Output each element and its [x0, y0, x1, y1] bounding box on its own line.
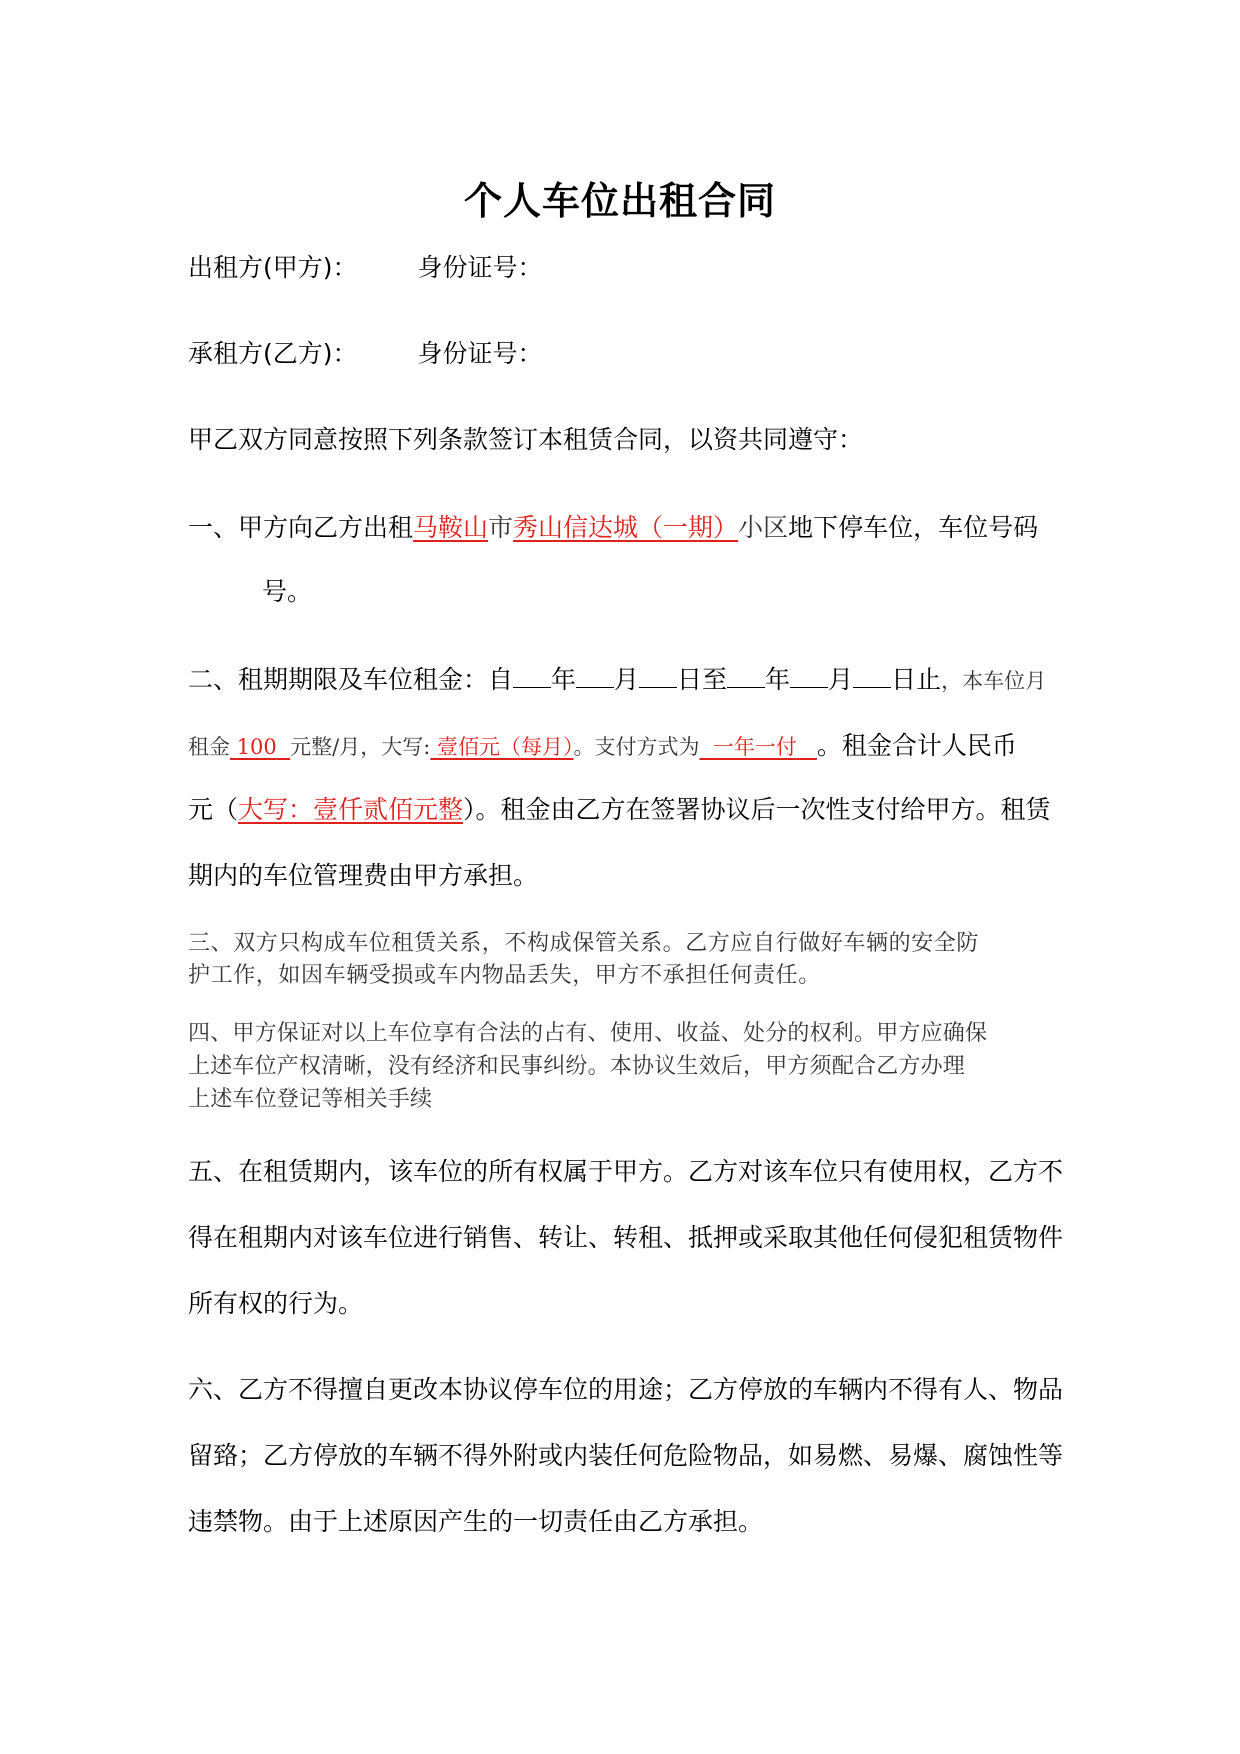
party-b-label: 承租方(乙方)：	[188, 339, 358, 368]
clause1-prefix: 一、甲方向乙方出租	[188, 513, 414, 542]
clause2-line1	[188, 660, 1046, 696]
pay-label: 。支付方式为	[573, 735, 700, 759]
start-day-blank	[639, 665, 677, 688]
party-a-label: 出租方(甲方)：	[188, 253, 358, 282]
clause2-month1: 月	[614, 665, 640, 694]
clause2-year2: 年	[765, 665, 791, 694]
clause3-line2: 护工作，如因车辆受损或车内物品丢失，甲方不承担任何责任。	[188, 963, 821, 988]
clause1-tail: 地下停车位，车位号码	[788, 513, 1039, 542]
rent-label: 租金	[188, 735, 230, 759]
clause1-city: 马鞍山	[413, 513, 489, 542]
clause3-line1: 三、双方只构成车位租赁关系，不构成保管关系。乙方应自行做好车辆的安全防	[188, 931, 980, 956]
clause2-day-end: 日止	[891, 665, 942, 694]
pay-method: 一年一付	[712, 735, 797, 759]
clause1-community: 秀山信达城（一期）	[513, 513, 739, 542]
document-title: 个人车位出租合同	[463, 179, 776, 223]
clause4-line1: 四、甲方保证对以上车位享有合法的占有、使用、收益、处分的权利。甲方应确保	[188, 1021, 988, 1046]
clause2-prefix: 二、租期期限及车位租金：自	[188, 665, 514, 694]
total-prefix: 元（	[188, 795, 239, 824]
clause1-line2: 号。	[262, 577, 313, 606]
end-month-blank	[790, 665, 828, 688]
clause2-year1: 年	[551, 665, 577, 694]
clause5-line1: 五、在租赁期内，该车位的所有权属于甲方。乙方对该车位只有使用权，乙方不	[188, 1157, 1064, 1186]
clause2-line2	[188, 726, 1017, 762]
clause2-day-to: 日至	[677, 665, 728, 694]
start-month-blank	[576, 665, 614, 688]
clause6-line1: 六、乙方不得擅自更改本协议停车位的用途；乙方停放的车辆内不得有人、物品	[188, 1375, 1064, 1404]
clause1-line1	[188, 508, 1038, 544]
clause1-community-suffix: 小区	[738, 513, 789, 542]
end-day-blank	[853, 665, 891, 688]
clause2-month2: 月	[828, 665, 854, 694]
start-year-blank	[513, 665, 551, 688]
clause6-line3: 违禁物。由于上述原因产生的一切责任由乙方承担。	[188, 1507, 764, 1536]
rent-amount: 100	[236, 735, 277, 759]
intro-paragraph: 甲乙双方同意按照下列条款签订本租赁合同，以资共同遵守：	[188, 425, 864, 454]
clause4-line3: 上述车位登记等相关手续	[188, 1087, 433, 1112]
party-a-id-label: 身份证号：	[417, 253, 543, 282]
clause2-rent-intro: ，本车位月	[941, 669, 1047, 693]
party-b-id-label: 身份证号：	[417, 339, 543, 368]
end-year-blank	[727, 665, 765, 688]
party-b-line	[188, 334, 543, 370]
clause5-line3: 所有权的行为。	[188, 1289, 364, 1318]
clause4-line2: 上述车位产权清晰，没有经济和民事纠纷。本协议生效后，甲方须配合乙方办理	[188, 1054, 966, 1079]
clause1-city-suffix: 市	[488, 513, 514, 542]
clause5-line2: 得在租期内对该车位进行销售、转让、转租、抵押或采取其他任何侵犯租赁物件	[188, 1223, 1064, 1252]
total-label: 。租金合计人民币	[816, 731, 1017, 760]
clause2-line4: 期内的车位管理费由甲方承担。	[188, 861, 539, 890]
clause2-line3	[188, 790, 1051, 826]
clause6-line2: 留臵；乙方停放的车辆不得外附或内装任何危险物品，如易燃、易爆、腐蚀性等	[188, 1441, 1064, 1470]
rent-unit: 元整/月，大写:	[290, 735, 431, 759]
total-upper: 大写：壹仟贰佰元整	[238, 795, 464, 824]
party-a-line	[188, 248, 543, 284]
rent-upper: 壹佰元（每月）	[436, 735, 574, 759]
total-suffix: ）。租金由乙方在签署协议后一次性支付给甲方。租赁	[463, 795, 1051, 824]
